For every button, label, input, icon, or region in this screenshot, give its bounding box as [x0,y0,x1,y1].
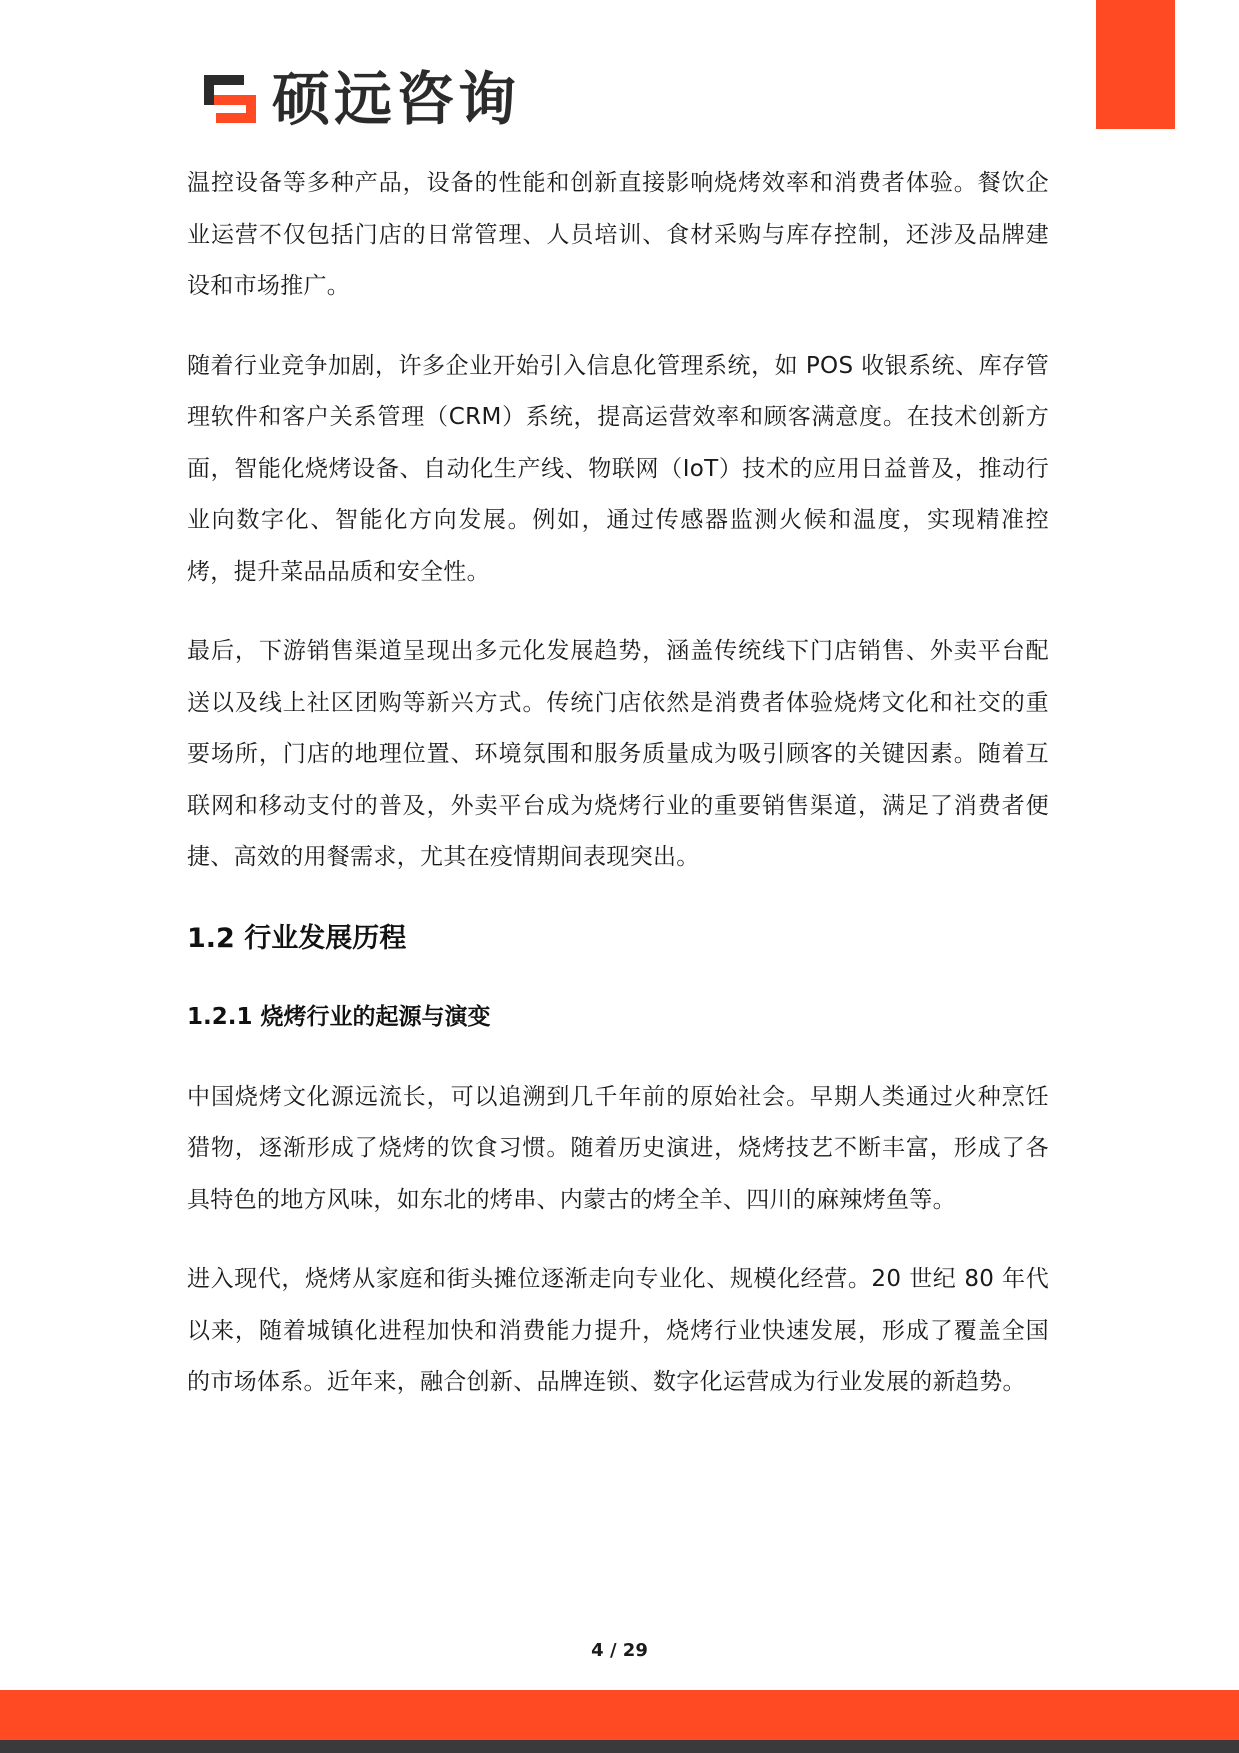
page-number: 4 / 29 [591,1640,648,1661]
brand-name: 硕远咨询 [272,65,521,133]
corner-accent-tab [1096,0,1175,129]
paragraph-bbq-modern: 进入现代，烧烤从家庭和街头摊位逐渐走向专业化、规模化经营。20 世纪 80 年代以来，随着城镇化进程加快和消费能力提升，烧烤行业快速发展，形成了覆盖全国的市场体系。近年来，融合创新、品牌连锁、数字化运营成为行业发展的新趋势。 [187,1266,1049,1395]
document-body [187,158,1049,1437]
s-logo-icon [200,71,260,127]
section-heading: 1.2 行业发展历程 [187,922,407,954]
paragraph-information-systems: 随着行业竞争加剧，许多企业开始引入信息化管理系统，如 POS 收银系统、库存管理软件和客户关系管理（CRM）系统，提高运营效率和顾客满意度。在技术创新方面，智能化烧烤设备、自动化生产线、物联网（IoT）技术的应用日益普及，推动行业向数字化、智能化方向发展。例如，通过传感器监测火候和温度，实现精准控烤，提升菜品品质和安全性。 [187,352,1049,585]
paragraph-equipment-operations: 温控设备等多种产品，设备的性能和创新直接影响烧烤效率和消费者体验。餐饮企业运营不仅包括门店的日常管理、人员培训、食材采购与库存控制，还涉及品牌建设和市场推广。 [187,170,1049,299]
footer-accent-bar [0,1690,1239,1740]
footer-dark-strip [0,1740,1239,1753]
paragraph-bbq-origins: 中国烧烤文化源远流长，可以追溯到几千年前的原始社会。早期人类通过火种烹饪猎物，逐渐形成了烧烤的饮食习惯。随着历史演进，烧烤技艺不断丰富，形成了各具特色的地方风味，如东北的烤串、内蒙古的烤全羊、四川的麻辣烤鱼等。 [187,1083,1049,1213]
brand-logo [200,64,520,134]
subsection-heading: 1.2.1 烧烤行业的起源与演变 [187,1003,491,1030]
paragraph-sales-channels: 最后，下游销售渠道呈现出多元化发展趋势，涵盖传统线下门店销售、外卖平台配送以及线上社区团购等新兴方式。传统门店依然是消费者体验烧烤文化和社交的重要场所，门店的地理位置、环境氛围和服务质量成为吸引顾客的关键因素。随着互联网和移动支付的普及，外卖平台成为烧烤行业的重要销售渠道，满足了消费者便捷、高效的用餐需求，尤其在疫情期间表现突出。 [187,638,1049,870]
